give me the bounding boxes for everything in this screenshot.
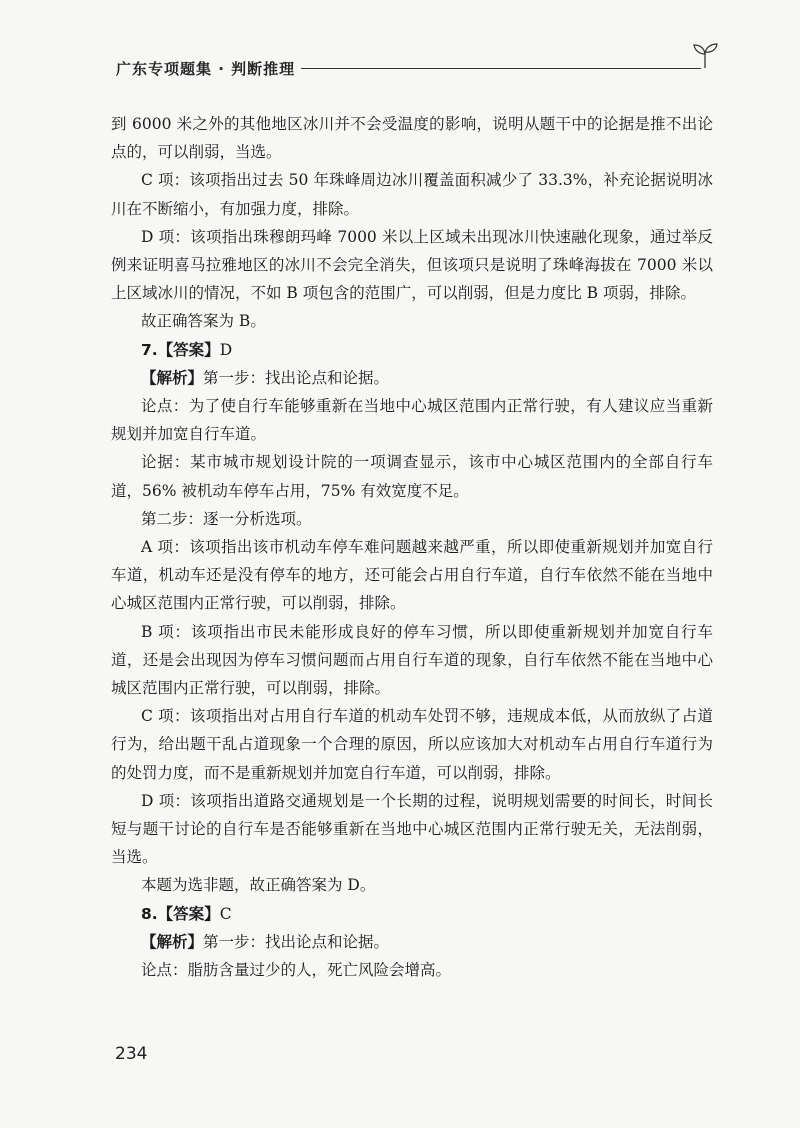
sprout-icon <box>690 40 720 70</box>
paragraph <box>111 223 713 308</box>
paragraph-text: 论点：脂肪含量过少的人，死亡风险会增高。 <box>141 961 452 980</box>
paragraph-text: 论据：某市城市规划设计院的一项调查显示，该市中心城区范围内的全部自行车道，56% 被机动车停车占用，75% 有效宽度不足。 <box>111 453 713 500</box>
paragraph-text: D 项：该项指出道路交通规划是一个长期的过程，说明规划需要的时间长，时间长短与题干讨论的自行车是否能够重新在当地中心城区范围内正常行驶无关，无法削弱，当选。 <box>111 791 713 867</box>
paragraph-text: C 项：该项指出过去 50 年珠峰周边冰川覆盖面积减少了 33.3%，补充论据说明冰川在不断缩小，有加强力度，排除。 <box>111 171 713 218</box>
paragraph <box>111 928 713 956</box>
answer-label: 【解析】 <box>141 932 204 951</box>
paragraph-text: 第二步：逐一分析选项。 <box>141 509 312 528</box>
answer-label: 【解析】 <box>141 368 204 387</box>
paragraph <box>111 505 713 533</box>
header-title: 广东专项题集 · 判断推理 <box>116 60 296 78</box>
paragraph <box>111 392 713 448</box>
paragraph <box>111 618 713 703</box>
paragraph <box>111 787 713 872</box>
paragraph <box>111 307 713 335</box>
paragraph <box>111 702 713 787</box>
paragraph <box>111 956 713 984</box>
paragraph-text: 故正确答案为 B。 <box>141 312 266 331</box>
page-body <box>111 110 713 984</box>
paragraph <box>111 533 713 618</box>
paragraph-text: D <box>219 340 233 359</box>
paragraph <box>111 448 713 504</box>
paragraph-text: 到 6000 米之外的其他地区冰川并不会受温度的影响，说明从题干中的论据是推不出论点的，可以削弱，当选。 <box>111 115 713 162</box>
paragraph-text: B 项：该项指出市民未能形成良好的停车习惯，所以即使重新规划并加宽自行车道，还是会出现因为停车习惯问题而占用自行车道的现象，自行车依然不能在当地中心城区范围内正常行驶，可以削弱，排除。 <box>111 622 713 698</box>
header-rule <box>301 68 701 69</box>
paragraph <box>111 110 713 166</box>
paragraph <box>111 166 713 222</box>
answer-label: 8.【答案】 <box>141 904 220 923</box>
paragraph <box>111 871 713 899</box>
paragraph-text: 第一步：找出论点和论据。 <box>203 932 390 951</box>
paragraph-text: A 项：该项指出该市机动车停车难问题越来越严重，所以即使重新规划并加宽自行车道，机动车还是没有停车的地方，还可能会占用自行车道，自行车依然不能在当地中心城区范围内正常行驶，可以削弱，排除。 <box>111 538 713 613</box>
paragraph-text: C 项：该项指出对占用自行车道的机动车处罚不够，违规成本低，从而放纵了占道行为，给出题干乱占道现象一个合理的原因，所以应该加大对机动车占用自行车道行为的处罚力度，而不是重新规划并加宽自行车道，可以削弱，排除。 <box>111 707 713 782</box>
answer-label: 7.【答案】 <box>141 340 220 359</box>
paragraph <box>111 364 713 392</box>
page-header <box>96 54 726 84</box>
paragraph-text: C <box>219 904 232 923</box>
paragraph <box>111 336 713 364</box>
page-number: 234 <box>115 1044 148 1064</box>
paragraph-text: D 项：该项指出珠穆朗玛峰 7000 米以上区域未出现冰川快速融化现象，通过举反例来证明喜马拉雅地区的冰川不会完全消失，但该项只是说明了珠峰海拔在 7000 米以上区域冰川的情况，不如 B 项包含的范围广，可以削弱，但是力度比 B 项弱，排除。 <box>111 227 713 303</box>
paragraph-text: 第一步：找出论点和论据。 <box>203 368 390 387</box>
paragraph <box>111 900 713 928</box>
paragraph-text: 论点：为了使自行车能够重新在当地中心城区范围内正常行驶，有人建议应当重新规划并加宽自行车道。 <box>111 397 713 444</box>
paragraph-text: 本题为选非题，故正确答案为 D。 <box>141 876 376 895</box>
